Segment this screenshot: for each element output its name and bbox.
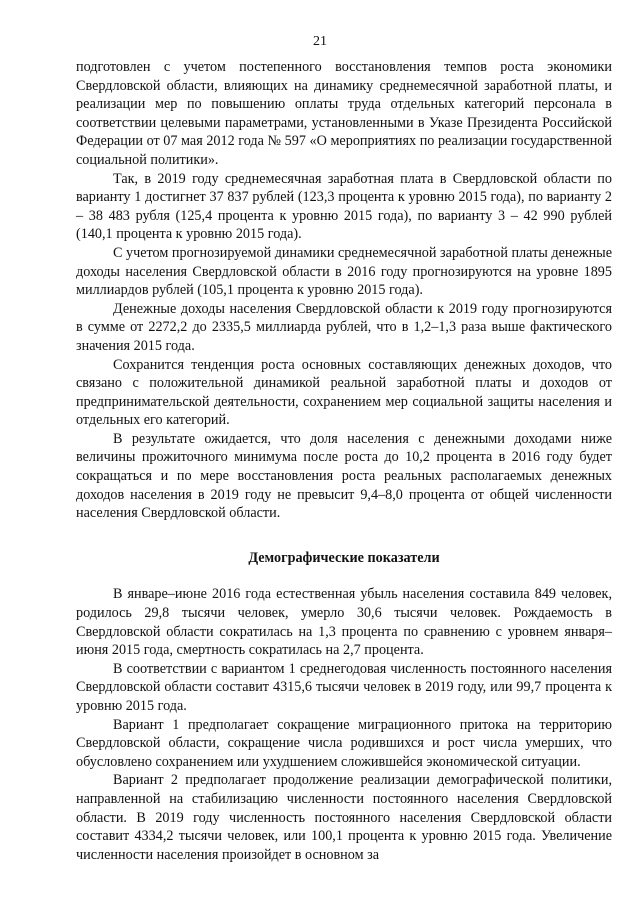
paragraph-variant-1-assumptions: Вариант 1 предполагает сокращение миграционного притока на территорию Свердловской области, сокращение числа родившихся и рост числа умерших, что обусловлено сохранением или ухудшением сложившейся экономической ситуации. [76,716,612,770]
paragraph-poverty-share: В результате ожидается, что доля населения с денежными доходами ниже величины прожиточного минимума после роста до 10,2 процента в 2016 году будет сокращаться и по мере восстановления роста реальных располагаемых денежных доходов населения в 2019 году не превысит 9,4–8,0 процента от общей численности населения Свердловской области. [76,430,612,522]
paragraph-income-2016: С учетом прогнозируемой динамики среднемесячной заработной платы денежные доходы населения Свердловской области в 2016 году прогнозируются на уровне 1895 миллиардов рублей (105,1 процента к уровню 2015 года). [76,244,612,299]
paragraph-intro-continuation: подготовлен с учетом постепенного восстановления темпов роста экономики Свердловской области, влияющих на динамику среднемесячной заработной платы, и реализации мер по повышению оплаты труда отдельных категорий персонала в соответствии целевыми параметрами, установленными в Указе Президента Российской Федерации от 07 мая 2012 года № 597 «О мероприятиях по реализации государственной социальной политики». [76,59,612,168]
document-body [76,58,612,864]
paragraph-natural-decline: В январе–июне 2016 года естественная убыль населения составила 849 человек, родилось 29,8 тысячи человек, умерло 30,6 тысячи человек. Рождаемость в Свердловской области сократилась на 1,3 процента по сравнению с уровнем января–июня 2015 года, смертность сократилась на 2,7 процента. [76,586,612,659]
paragraph-variant-1-population: В соответствии с вариантом 1 среднегодовая численность постоянного населения Свердловской области составит 4315,6 тысячи человек в 2019 году, или 99,7 процента к уровню 2015 года. [76,660,612,714]
paragraph-income-trend: Сохранится тенденция роста основных составляющих денежных доходов, что связано с положительной динамикой реальной заработной платы и доходов от предпринимательской деятельности, сохранением мер социальной защиты населения и отдельных его категорий. [76,356,612,429]
paragraph-wage-forecast: Так, в 2019 году среднемесячная заработная плата в Свердловской области по варианту 1 достигнет 37 837 рублей (123,3 процента к уровню 2015 года), по варианту 2 – 38 483 рубля (125,4 процента к уровню 2015 года), по варианту 3 – 42 990 рублей (140,1 процента к уровню 2015 года). [76,170,612,243]
paragraph-income-2019: Денежные доходы населения Свердловской области к 2019 году прогнозируются в сумме от 2272,2 до 2335,5 миллиарда рублей, что в 1,2–1,3 раза выше фактического значения 2015 года. [76,300,612,354]
paragraph-variant-2: Вариант 2 предполагает продолжение реализации демографической политики, направленной на стабилизацию численности постоянного населения Свердловской области. В 2019 году численность постоянного населения Свердловской области составит 4334,2 тысячи человек, или 100,1 процента к уровню 2015 года. Увеличение численности населения произойдет в основном за [76,772,612,863]
page-number: 21 [313,34,327,49]
section-title: Демографические показатели [248,549,440,566]
